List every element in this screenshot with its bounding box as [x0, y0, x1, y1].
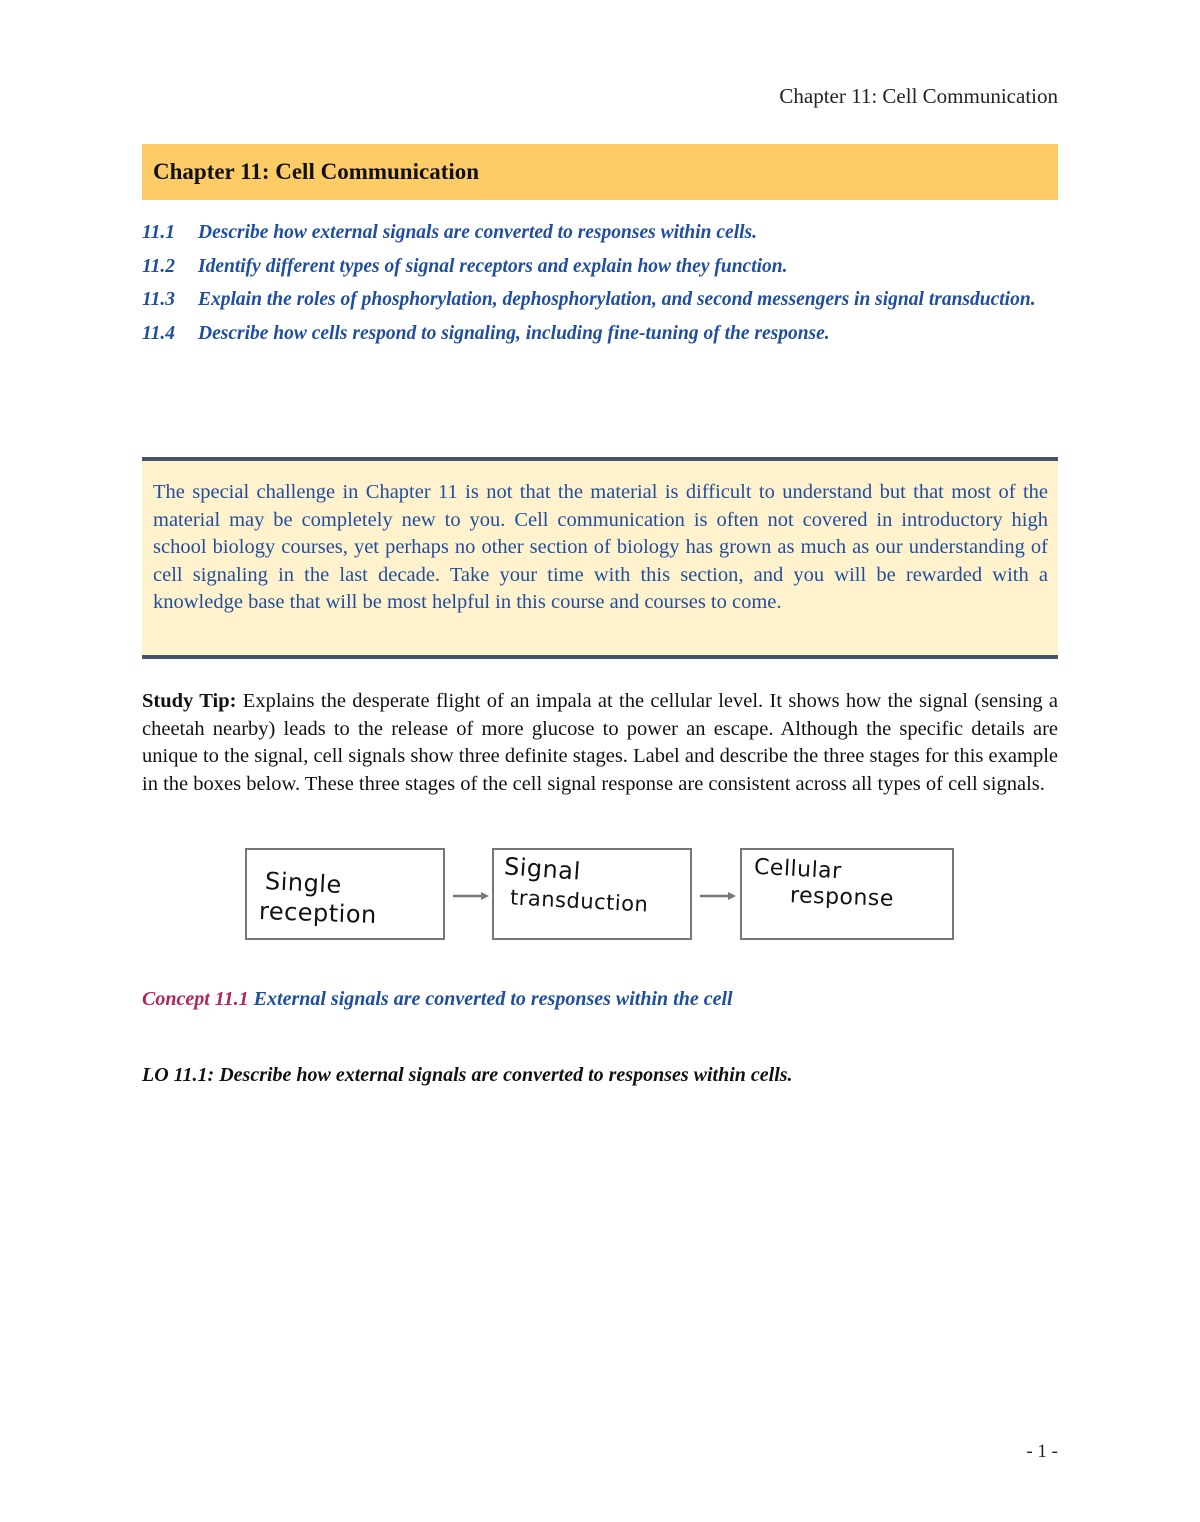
objective-number: 11.4 [142, 322, 176, 344]
handwritten-answer-line2: reception [258, 896, 378, 930]
page-number: - 1 - [1026, 1441, 1058, 1462]
objective-number: 11.2 [142, 255, 176, 277]
handwritten-answer-line1: Signal [503, 852, 582, 886]
study-tip-label: Study Tip: [142, 690, 237, 712]
running-header: Chapter 11: Cell Communication [779, 84, 1058, 108]
objective-item [142, 317, 1058, 351]
objective-text: Describe how cells respond to signaling, including fine-tuning of the response. [198, 322, 830, 344]
callout-text: The special challenge in Chapter 11 is not that the material is difficult to understand but that most of the material may be completely new to you. Cell communication is often not covered in introductory high school biology courses, yet perhaps no other section of biology has grown as much as our understanding of cell signaling in the last decade. Take your time with this section, and you will be rewarded with a knowledge base that will be most helpful in this course and courses to come. [153, 481, 1048, 613]
objective-item [142, 250, 1058, 284]
handwritten-answer-line1: Cellular [753, 854, 843, 885]
objective-item [142, 216, 1058, 250]
learning-objectives [142, 216, 1058, 350]
objective-text: Describe how external signals are converted to responses within cells. [198, 222, 758, 243]
study-tip-text: Explains the desperate flight of an impala at the cellular level. It shows how the signal (sensing a cheetah nearby) leads to the release of more glucose to power an escape. Although the specific details are unique to the signal, cell signals show three definite stages. Label and describe the three stages for this example in the boxes below. These three stages of the cell signal response are consistent across all types of cell signals. [142, 690, 1058, 795]
learning-objective-heading: LO 11.1: Describe how external signals are converted to responses within cells. [142, 1064, 793, 1086]
chapter-intro-callout [142, 457, 1058, 659]
objective-number: 11.1 [142, 222, 176, 243]
handwritten-answer-line2: response [789, 883, 895, 912]
handwritten-answer-line1: Single [264, 867, 343, 899]
stage-box-reception[interactable] [245, 848, 445, 940]
concept-number: Concept 11.1 [142, 988, 249, 1010]
objective-item [142, 283, 1058, 317]
arrow-right-icon [700, 892, 736, 900]
objective-text: Identify different types of signal receptors and explain how they function. [198, 255, 788, 277]
concept-text: External signals are converted to responses within the cell [248, 988, 733, 1010]
arrow-right-icon [453, 892, 489, 900]
chapter-title-bar [142, 144, 1058, 200]
study-tip-paragraph [142, 688, 1058, 798]
objective-number: 11.3 [142, 289, 176, 310]
stage-box-response[interactable] [740, 848, 954, 940]
concept-heading [142, 988, 733, 1011]
stage-box-transduction[interactable] [492, 848, 692, 940]
objective-text: Explain the roles of phosphorylation, dephosphorylation, and second messengers in signal transduction. [198, 289, 1036, 310]
handwritten-answer-line2: transduction [509, 885, 649, 917]
chapter-title: Chapter 11: Cell Communication [153, 159, 480, 184]
